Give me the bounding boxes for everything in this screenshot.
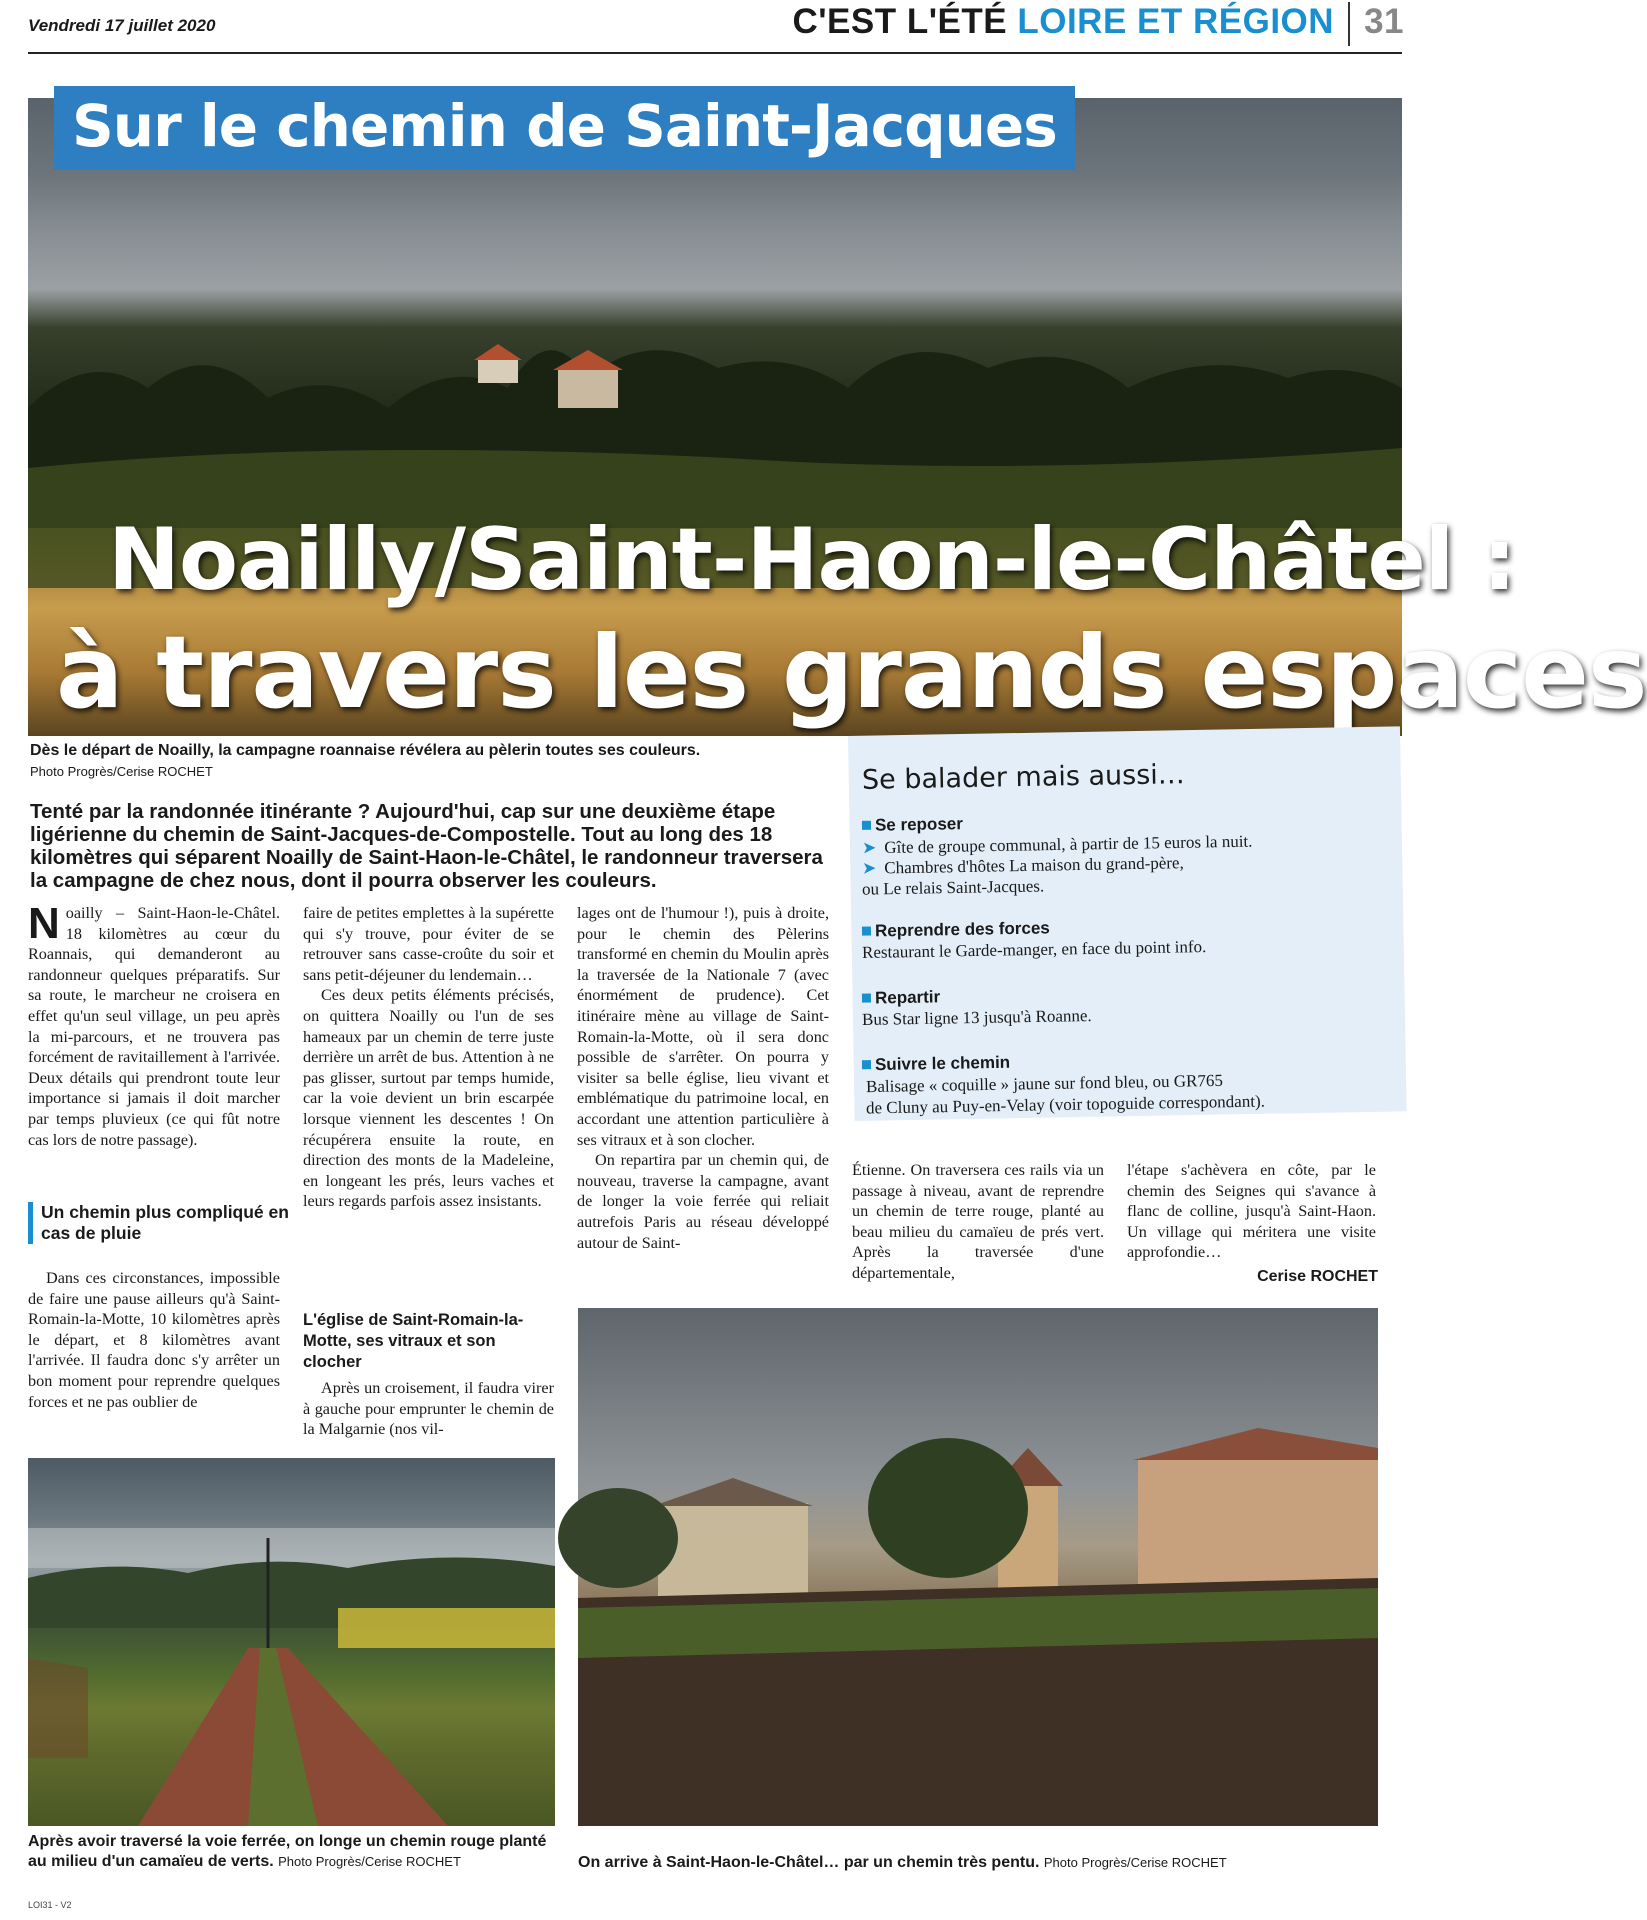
info-heading-rest [862, 814, 963, 836]
photo-credit: Photo Progrès/Cerise ROCHET [278, 1854, 461, 1869]
paragraph: Dans ces circonstances, impossible de faire une pause ailleurs qu'à Saint-Romain-la-Motte, 10 kilomètres après le départ, et 8 kilomètres avant l'arrivée. Il faudra donc s'y arrêter un bon moment pour reprendre quelques forces et ne pas oublier de [28, 1269, 280, 1411]
body-column-1-continued [28, 1268, 280, 1412]
hero-credit: Photo Progrès/Cerise ROCHET [30, 764, 213, 779]
info-text: Gîte de groupe communal, à partir de 15 euros la nuit. [884, 831, 1253, 858]
section-label: C'EST L'ÉTÉ [792, 2, 1008, 41]
village-caption [578, 1854, 1227, 1872]
road-illustration [28, 1458, 555, 1826]
bullet-square-icon [862, 821, 871, 830]
heading-text: Suivre le chemin [874, 1052, 1011, 1075]
body-column-4 [852, 1160, 1104, 1284]
page-number: 31 [1364, 2, 1404, 41]
paragraph: Après un croisement, il faudra virer à gauche pour emprunter le chemin de la Malgarnie (nos vil- [303, 1379, 554, 1439]
headline-line-1: Noailly/Saint-Haon-le-Châtel : [108, 510, 1516, 610]
body-column-3 [577, 903, 829, 1253]
headline-line-2: à travers les grands espaces [56, 614, 1647, 731]
info-heading-eat [862, 918, 1050, 941]
body-column-2-continued [303, 1378, 554, 1440]
bullet-square-icon [862, 994, 871, 1003]
drop-cap: N [28, 899, 60, 948]
village-illustration [578, 1308, 1378, 1826]
arrow-icon: ➤ [861, 858, 877, 879]
paragraph: faire de petites emplettes à la supérette qui s'y trouve, pour éviter de se retrouver sans casse-croûte du soir et sans petit-déjeuner du lendemain… [303, 904, 554, 984]
article-intro: Tenté par la randonnée itinérante ? Aujourd'hui, cap sur une deuxième étape ligérienne du chemin de Saint-Jacques-de-Compostelle. Tout au long des 18 kilomètres qui séparent Noailly de Saint-Haon-le-Châtel, le randonneur traversera la campagne de chez nous, dont il pourra observer les couleurs. [30, 800, 823, 892]
hero-caption: Dès le départ de Noailly, la campagne roannaise révélera au pèlerin toutes ses couleurs. [30, 742, 701, 759]
info-box-title: Se balader mais aussi… [861, 759, 1186, 796]
info-line: ou Le relais Saint-Jacques. [861, 876, 1045, 899]
paragraph: On repartira par un chemin qui, de nouveau, traverse la campagne, avant de longer la voie ferrée qui reliait autrefois Paris au réseau développé autour de Saint- [577, 1151, 829, 1252]
heading-text: Se reposer [874, 814, 964, 835]
bullet-square-icon [862, 926, 871, 935]
info-line: Balisage « coquille » jaune sur fond bleu, ou GR765 [865, 1070, 1224, 1097]
info-line: Restaurant le Garde-manger, en face du point info. [861, 936, 1207, 963]
info-heading-follow [862, 1053, 1010, 1076]
paragraph: Ces deux petits éléments précisés, on quittera Noailly ou l'un de ses hameaux par un chemin de terre juste derrière un arrêt de bus. Attention à ne pas glisser, surtout par temps humide, car la voie devient un brin escarpée lorsque viennent les descentes ! On récupérera ensuite la route, en direction des monts de la Madeleine, en longeant les prés, leurs vaches et leurs regards parfois assez insistants. [303, 986, 554, 1211]
heading-text: Reprendre des forces [874, 918, 1050, 941]
paragraph: l'étape s'achèvera en côte, par le chemin des Seignes qui s'avance à flanc de colline, jusqu'à Saint-Haon. Un village qui méritera une visite approfondie… [1127, 1161, 1376, 1262]
photo-red-path [28, 1458, 555, 1826]
heading-text: Repartir [874, 987, 941, 1008]
issue-date: Vendredi 17 juillet 2020 [28, 16, 216, 35]
paragraph: lages ont de l'humour !), puis à droite, pour le chemin des Pèlerins transformé en chemin du Moulin après la traversée de la Nationale 7 (avec énormément de prudence). Cet itinéraire mène au village de Saint-Romain-la-Motte, où il sera donc possible de s'arrêter. On pourra y visiter sa belle église, lieu vivant et emblématique du patrimoine local, en accordant une attention particulière à ses vitraux et à son clocher. [577, 904, 829, 1149]
info-line: de Cluny au Puy-en-Velay (voir topoguide correspondant). [865, 1091, 1266, 1118]
photo-village [578, 1308, 1378, 1826]
body-column-1 [28, 899, 280, 1150]
photo-credit: Photo Progrès/Cerise ROCHET [1043, 1855, 1227, 1870]
info-line: Bus Star ligne 13 jusqu'à Roanne. [861, 1005, 1092, 1030]
page-footer-code: LOI31 - V2 [28, 1900, 72, 1910]
info-text: Chambres d'hôtes La maison du grand-père, [884, 853, 1184, 878]
subheading: Un chemin plus compliqué en cas de pluie [28, 1202, 293, 1244]
subheading: L'église de Saint-Romain-la-Motte, ses vitraux et son clocher [303, 1311, 524, 1371]
bullet-square-icon [862, 1060, 871, 1069]
arrow-icon: ➤ [861, 838, 877, 859]
body-column-2 [303, 903, 554, 1212]
paragraph: oailly – Saint-Haon-le-Châtel. 18 kilomètres au cœur du Roannais, qui demanderont au randonneur quelques préparatifs. Sur sa route, le marcheur ne croisera en effet qu'un seul village, un peu après la mi-parcours, et ne trouvera pas forcément de ravitaillement à l'arrivée. Deux détails qui prendront toute leur importance si jamais il doit marcher par temps pluvieux (ce qui fût notre cas lors de notre passage). [28, 904, 280, 1149]
section-region: LOIRE ET RÉGION [1017, 2, 1335, 41]
info-heading-leave [862, 987, 941, 1008]
body-column-5 [1127, 1160, 1376, 1263]
caption-text: On arrive à Saint-Haon-le-Châtel… par un chemin très pentu. [578, 1854, 1040, 1871]
road-caption [28, 1832, 555, 1872]
author-signature: Cerise ROCHET [1257, 1268, 1378, 1285]
caption-text: Après avoir traversé la voie ferrée, on longe un chemin rouge planté au milieu d'un camaïeu de verts. [28, 1833, 547, 1870]
header-divider [1348, 2, 1350, 46]
paragraph: Étienne. On traversera ces rails via un passage à niveau, avant de reprendre un chemin de terre rouge, planté au beau milieu du camaïeu de prés vert. Après la traversée d'une départementale, [852, 1161, 1104, 1282]
series-tag: Sur le chemin de Saint-Jacques [54, 86, 1075, 170]
header-rule [28, 52, 1402, 54]
section-header [792, 2, 1404, 46]
